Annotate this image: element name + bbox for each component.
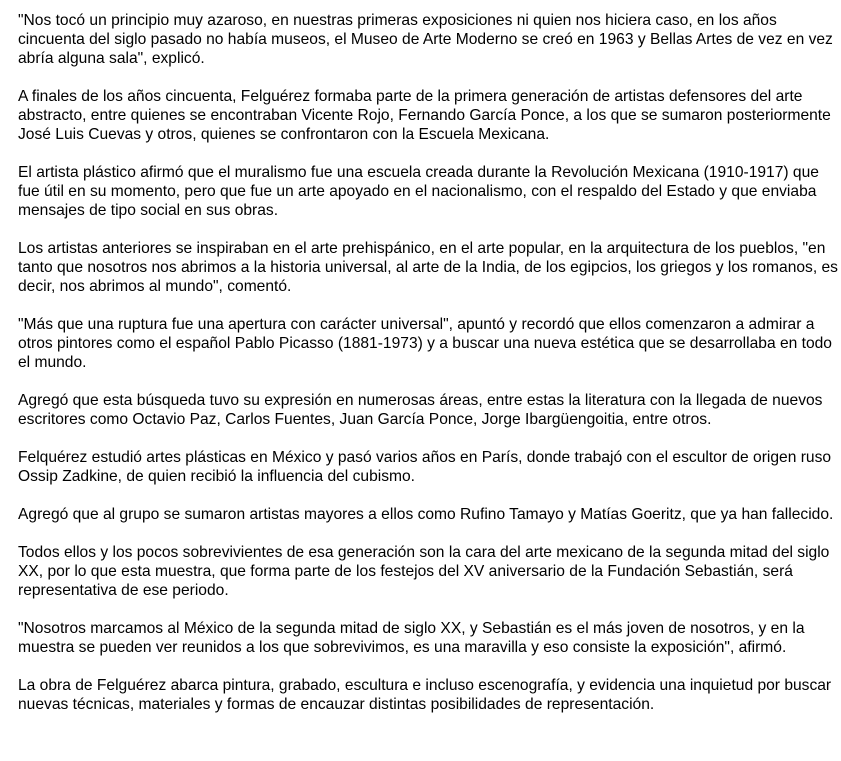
paragraph-3: El artista plástico afirmó que el muralismo fue una escuela creada durante la Revolución Mexicana (1910-1917) que fue útil en su momento, pero que fue un arte apoyado en el nacionalismo, con el respaldo del Estado y que enviaba mensajes de tipo social en sus obras. bbox=[18, 164, 819, 219]
paragraph-4: Los artistas anteriores se inspiraban en el arte prehispánico, en el arte popular, en la arquitectura de los pueblos, "en tanto que nosotros nos abrimos a la historia universal, al arte de la India, de los egipcios, los griegos y los romanos, es decir, nos abrimos al mundo", comentó. bbox=[18, 240, 838, 295]
paragraph-2: A finales de los años cincuenta, Felguérez formaba parte de la primera generación de artistas defensores del arte abstracto, entre quienes se encontraban Vicente Rojo, Fernando García Ponce, a los que se sumaron posteriormente José Luis Cuevas y otros, quienes se confrontaron con la Escuela Mexicana. bbox=[18, 88, 831, 143]
paragraph-8: Agregó que al grupo se sumaron artistas mayores a ellos como Rufino Tamayo y Matías Goeritz, que ya han fallecido. bbox=[18, 506, 834, 523]
paragraph-7: Felquérez estudió artes plásticas en México y pasó varios años en París, donde trabajó con el escultor de origen ruso Ossip Zadkine, de quien recibió la influencia del cubismo. bbox=[18, 449, 832, 485]
paragraph-9: Todos ellos y los pocos sobrevivientes de esa generación son la cara del arte mexicano de la segunda mitad del siglo XX, por lo que esta muestra, que forma parte de los festejos del XV aniversario de la Fundación Sebastián, será representativa de ese periodo. bbox=[18, 544, 830, 599]
paragraph-1: "Nos tocó un principio muy azaroso, en nuestras primeras exposiciones ni quien nos hiciera caso, en los años cincuenta del siglo pasado no había museos, el Museo de Arte Moderno se creó en 1963 y Bellas Artes de vez en vez abría alguna sala", explicó. bbox=[18, 12, 833, 67]
paragraph-6: Agregó que esta búsqueda tuvo su expresión en numerosas áreas, entre estas la literatura con la llegada de nuevos escritores como Octavio Paz, Carlos Fuentes, Juan García Ponce, Jorge Ibargüengoitia, entre otros. bbox=[18, 392, 823, 428]
paragraph-10: "Nosotros marcamos al México de la segunda mitad de siglo XX, y Sebastián es el más joven de nosotros, y en la muestra se pueden ver reunidos a los que sobrevivimos, es una maravilla y eso consiste la exposición", afirmó. bbox=[18, 620, 805, 656]
paragraph-5: "Más que una ruptura fue una apertura con carácter universal", apuntó y recordó que ellos comenzaron a admirar a otros pintores como el español Pablo Picasso (1881-1973) y a buscar una nueva estética que se desarrollaba en todo el mundo. bbox=[18, 316, 832, 371]
paragraph-11: La obra de Felguérez abarca pintura, grabado, escultura e incluso escenografía, y evidencia una inquietud por buscar nuevas técnicas, materiales y formas de encauzar distintas posibilidades de representación. bbox=[18, 677, 832, 713]
